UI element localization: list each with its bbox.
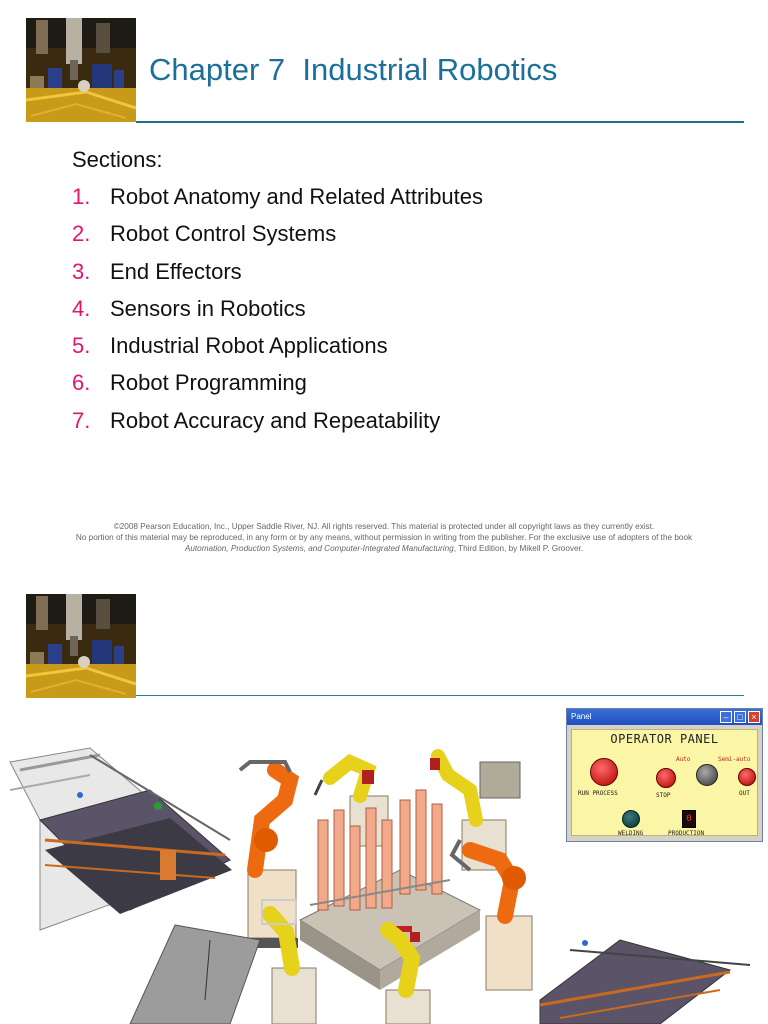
list-item <box>72 184 483 221</box>
central-fixture <box>300 790 480 990</box>
run-process-button[interactable] <box>590 758 618 786</box>
minimize-icon[interactable]: – <box>720 711 732 723</box>
out-button[interactable] <box>738 768 756 786</box>
panel-heading: OPERATOR PANEL <box>610 732 719 746</box>
book-edition: , Third Edition, by Mikell P. Groover. <box>453 544 584 553</box>
mode-selector-knob[interactable] <box>696 764 718 786</box>
circuit-board-thumbnail <box>26 594 136 698</box>
list-text: End Effectors <box>110 258 242 284</box>
floor-plate <box>130 925 260 1024</box>
production-label: PRODUCTION <box>668 830 705 837</box>
maximize-icon[interactable]: □ <box>734 711 746 723</box>
stop-button[interactable] <box>656 768 676 788</box>
panel-body <box>571 729 758 836</box>
panel-window-title: Panel <box>571 712 592 721</box>
list-number: 6. <box>72 370 91 396</box>
welding-indicator <box>622 810 640 828</box>
copyright-line-1: ©2008 Pearson Education, Inc., Upper Saddle River, NJ. All rights reserved. This material is protected under all copyright laws as they currently exist. <box>113 522 655 531</box>
list-number: 4. <box>72 295 91 321</box>
list-number: 5. <box>72 333 91 359</box>
welding-label: WELDING <box>618 830 644 837</box>
run-process-label: RUN PROCESS <box>578 790 618 797</box>
list-number: 1. <box>72 184 91 209</box>
copyright-line-3 <box>20 543 748 554</box>
book-title: Automation, Production Systems, and Computer-Integrated Manufacturing <box>184 544 454 553</box>
list-item <box>72 370 483 407</box>
list-text: Robot Accuracy and Repeatability <box>110 407 441 433</box>
left-fixture-table <box>10 748 232 930</box>
copyright-line-2: No portion of this material may be reproduced, in any form or by any means, without permission in writing from the publisher. For the exclusive use of adopters of the book <box>75 533 693 542</box>
sections-label: Sections: <box>72 147 163 172</box>
close-icon[interactable]: × <box>748 711 760 723</box>
list-item <box>72 259 483 296</box>
page-title: Chapter 7 Industrial Robotics <box>149 52 558 87</box>
list-item <box>72 296 483 333</box>
operator-panel-window <box>566 708 763 842</box>
panel-titlebar <box>567 709 762 725</box>
circuit-board-thumbnail <box>26 18 136 122</box>
list-text: Robot Anatomy and Related Attributes <box>110 184 484 209</box>
slide-robot-workcell <box>0 560 768 1024</box>
list-item <box>72 408 483 445</box>
title-underline <box>136 121 744 123</box>
right-fixture-table <box>540 940 750 1024</box>
list-text: Sensors in Robotics <box>110 295 306 321</box>
out-label: OUT <box>739 790 750 797</box>
production-counter: 0 <box>682 810 696 828</box>
title-underline <box>136 695 744 696</box>
list-item <box>72 333 483 370</box>
list-item <box>72 221 483 258</box>
list-text: Industrial Robot Applications <box>110 333 388 359</box>
list-text: Robot Control Systems <box>110 221 337 247</box>
stop-label: STOP <box>656 792 671 799</box>
list-text: Robot Programming <box>110 370 307 396</box>
list-number: 2. <box>72 221 91 247</box>
auto-label: Auto <box>676 756 691 763</box>
copyright-notice <box>20 521 748 554</box>
list-number: 3. <box>72 258 91 284</box>
list-number: 7. <box>72 407 91 433</box>
semi-auto-label: Semi-auto <box>718 756 751 763</box>
section-list <box>72 184 483 445</box>
